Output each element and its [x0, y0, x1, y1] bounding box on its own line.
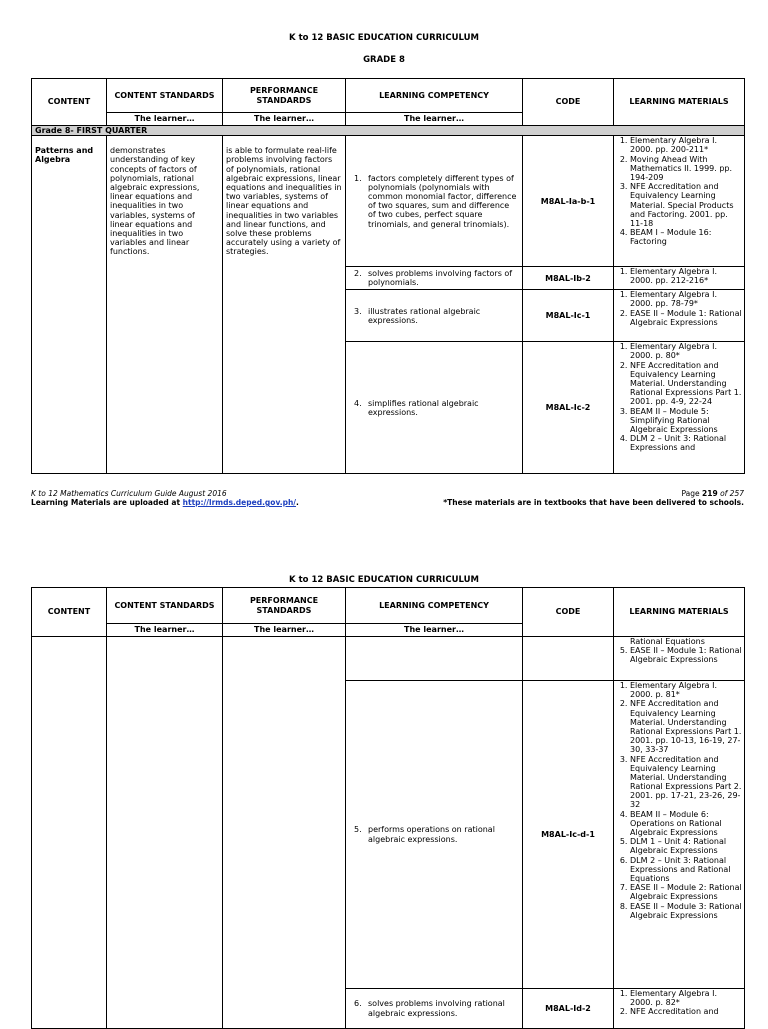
performance-standard-cell: [223, 637, 346, 1029]
header-performance-standards: PERFORMANCE STANDARDS: [223, 588, 346, 624]
material-item: 2. NFE Accreditation and Equivalency Learning Material. Understanding Rational Expressions Part 1. 2001. pp. 10-13, 16-19, 27-30, 33-37: [630, 699, 742, 754]
header-learning-materials: LEARNING MATERIALS: [614, 588, 745, 637]
materials-list: [617, 646, 742, 664]
content-cell: Patterns and Algebra: [32, 136, 107, 474]
header-code: CODE: [523, 79, 614, 126]
uploaded-note: [31, 498, 299, 507]
competency-cell: [346, 136, 523, 267]
competency-cell: [346, 342, 523, 474]
competency-text: solves problems involving factors of polynomials.: [368, 269, 513, 288]
code-cell: M8AL-Ic-1: [523, 290, 614, 342]
material-item: 7. EASE II – Module 2: Rational Algebraic Expressions: [630, 883, 742, 901]
materials-cell: [614, 267, 745, 290]
material-item: 1. Elementary Algebra I. 2000. pp. 200-211*: [630, 136, 742, 154]
materials-list: [617, 681, 742, 920]
content-standard-cell: demonstrates understanding of key concepts of factors of polynomials, rational algebraic expressions, linear equations and inequalities in two variables, systems of linear equations and inequalities in two variables and linear functions.: [107, 136, 223, 474]
competency-cell: [346, 681, 523, 989]
materials-list: [617, 267, 742, 285]
uploaded-suffix: .: [296, 498, 299, 507]
competency-text: simplifies rational algebraic expressions.: [368, 398, 479, 417]
materials-cell: [614, 136, 745, 267]
header-learning-competency: LEARNING COMPETENCY: [346, 79, 523, 113]
content-cell: [32, 637, 107, 1029]
page-num: 219: [702, 489, 718, 498]
material-item: 1. Elementary Algebra I. 2000. p. 82*: [630, 989, 742, 1007]
uploaded-prefix: Learning Materials are uploaded at: [31, 498, 183, 507]
competency-number: 5.: [354, 825, 362, 835]
learner-label: The learner…: [107, 113, 223, 126]
materials-cell: [614, 342, 745, 474]
code-cell: M8AL-Ib-2: [523, 267, 614, 290]
material-item: 2. Moving Ahead With Mathematics II. 1999. pp. 194-209: [630, 155, 742, 183]
material-item: 4. DLM 2 – Unit 3: Rational Expressions and: [630, 434, 742, 452]
footer-left: [31, 489, 299, 507]
code-cell: M8AL-Ic-2: [523, 342, 614, 474]
materials-list: [617, 136, 742, 246]
code-cell: M8AL-Id-2: [523, 989, 614, 1029]
curriculum-guide-note: K to 12 Mathematics Curriculum Guide August 2016: [31, 489, 227, 498]
material-item: 2. NFE Accreditation and Equivalency Learning Material. Understanding Rational Expressions Part 1. 2001. pp. 4-9, 22-24: [630, 361, 742, 407]
header-learning-materials: LEARNING MATERIALS: [614, 79, 745, 126]
material-item: 6. DLM 2 – Unit 3: Rational Expressions and Rational Equations: [630, 856, 742, 884]
header-content-standards: CONTENT STANDARDS: [107, 79, 223, 113]
material-item: 8. EASE II – Module 3: Rational Algebraic Expressions: [630, 902, 742, 920]
competency-text: illustrates rational algebraic expressions.: [368, 306, 481, 325]
header-content: CONTENT: [32, 79, 107, 126]
learner-label: The learner…: [223, 113, 346, 126]
page1-title: K to 12 BASIC EDUCATION CURRICULUM: [289, 33, 479, 43]
competency-text: factors completely different types of polynomials (polynomials with common monomial factor, difference of two squares, sum and difference of two cubes, perfect square trinomials, and general trinomials).: [368, 173, 517, 229]
code-cell: M8AL-Ic-d-1: [523, 681, 614, 989]
content-standard-cell: [107, 637, 223, 1029]
material-item: 1. Elementary Algebra I. 2000. pp. 212-216*: [630, 267, 742, 285]
competency-number: 3.: [354, 306, 362, 316]
page-of: of 257: [717, 489, 744, 498]
competency-number: 2.: [354, 269, 362, 278]
material-item: 1. Elementary Algebra I. 2000. pp. 78-79*: [630, 290, 742, 308]
grade-heading: GRADE 8: [363, 55, 405, 65]
curriculum-table-page1: [31, 78, 745, 474]
learner-label: The learner…: [107, 624, 223, 637]
material-item: 3. BEAM II – Module 5: Simplifying Rational Algebraic Expressions: [630, 407, 742, 435]
material-item: 5. DLM 1 – Unit 4: Rational Algebraic Expressions: [630, 837, 742, 855]
materials-cell: [614, 637, 745, 681]
header-learning-competency: LEARNING COMPETENCY: [346, 588, 523, 624]
material-item: 2. EASE II – Module 1: Rational Algebraic Expressions: [630, 309, 742, 327]
curriculum-table-page2: [31, 587, 745, 1029]
competency-text: solves problems involving rational algebraic expressions.: [368, 999, 505, 1018]
code-cell: M8AL-Ia-b-1: [523, 136, 614, 267]
performance-standard-cell: is able to formulate real-life problems involving factors of polynomials, rational algebraic expressions, linear equations and inequalities in two variables, systems of linear equations and inequalities in two variables and linear functions, and solve these problems accurately using a variety of strategies.: [223, 136, 346, 474]
materials-list: [617, 290, 742, 327]
header-code: CODE: [523, 588, 614, 637]
learner-label: The learner…: [223, 624, 346, 637]
materials-cell: [614, 681, 745, 989]
page-number: [443, 489, 744, 498]
material-item: 4. BEAM II – Module 6: Operations on Rational Algebraic Expressions: [630, 810, 742, 838]
competency-cell: [346, 989, 523, 1029]
material-item: 4. BEAM I – Module 16: Factoring: [630, 228, 742, 246]
material-item: 2. NFE Accreditation and: [630, 1007, 742, 1016]
material-item: 1. Elementary Algebra I. 2000. p. 81*: [630, 681, 742, 699]
competency-cell: [346, 267, 523, 290]
material-item: 3. NFE Accreditation and Equivalency Learning Material. Understanding Rational Expressions Part 2. 2001. pp. 17-21, 23-26, 29-32: [630, 755, 742, 810]
page-prefix: Page: [681, 489, 703, 498]
competency-text: performs operations on rational algebraic expressions.: [368, 825, 495, 844]
competency-cell: [346, 637, 523, 681]
materials-cell: [614, 989, 745, 1029]
learner-label: The learner…: [346, 624, 523, 637]
material-continuation: Rational Equations: [630, 637, 705, 646]
code-cell: [523, 637, 614, 681]
material-item: 1. Elementary Algebra I. 2000. p. 80*: [630, 342, 742, 360]
quarter-heading: Grade 8- FIRST QUARTER: [32, 126, 745, 136]
learner-label: The learner…: [346, 113, 523, 126]
competency-number: 1.: [354, 173, 362, 183]
competency-number: 4.: [354, 398, 362, 408]
lrmds-link[interactable]: http://lrmds.deped.gov.ph/: [182, 498, 297, 507]
header-performance-standards: PERFORMANCE STANDARDS: [223, 79, 346, 113]
materials-list: [617, 989, 742, 1017]
header-content: CONTENT: [32, 588, 107, 637]
materials-cell: [614, 290, 745, 342]
materials-list: [617, 342, 742, 452]
header-content-standards: CONTENT STANDARDS: [107, 588, 223, 624]
material-item: 5. EASE II – Module 1: Rational Algebraic Expressions: [630, 646, 742, 664]
textbook-note: *These materials are in textbooks that have been delivered to schools.: [443, 498, 744, 507]
page2-title: K to 12 BASIC EDUCATION CURRICULUM: [289, 575, 479, 585]
competency-cell: [346, 290, 523, 342]
footer-right: [443, 489, 744, 507]
material-item: 3. NFE Accreditation and Equivalency Learning Material. Special Products and Factoring. 2001. pp. 11-18: [630, 182, 742, 228]
competency-number: 6.: [354, 999, 362, 1009]
